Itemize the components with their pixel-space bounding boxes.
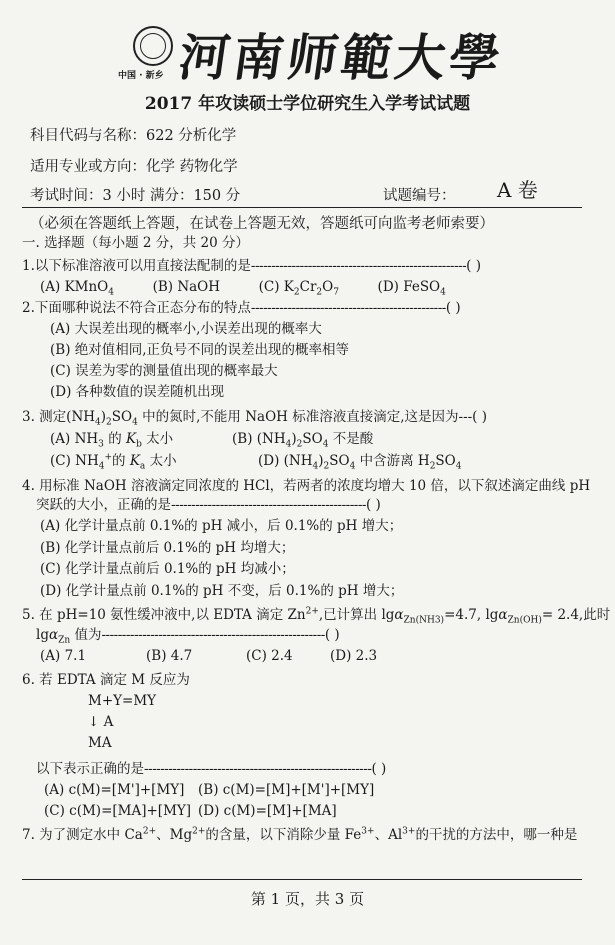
paper-label: 试题编号： [383,188,456,204]
q1-option-d: (D) FeSO$_4$ [377,279,446,298]
q3-option-a: (A) $NH_3$ 的 $K_b$ 太小 [50,431,174,450]
q1-options [40,279,446,298]
notice: （必须在答题纸上答题，在试卷上答题无效，答题纸可向监考老师索要） [30,216,494,232]
q4-option-b: (B) 化学计量点前后 0.1%的 pH 均增大； [40,540,295,556]
q2-option-d: (D) 各种数值的误差随机出现 [50,384,225,400]
major-line: 适用专业或方向：化学 药物化学 [30,159,238,175]
section-heading: 一. 选择题（每小题 2 分，共 20 分） [22,235,250,251]
q5-option-d: (D) 2.3 [330,648,378,664]
q3-option-d: (D) $(NH_4)_2SO_4$ 中含游离 $H_2SO_4$ [258,453,462,472]
q6-ask: 以下表示正确的是--------------------------------------------------------( ) [36,761,387,777]
q5-stem-line1: 5. 在 pH=10 氨性缓冲液中,以 EDTA 滴定 $Zn^{2+}$,已计算出 lgα$_{Zn(NH3)}$=4.7, lgα$_{Zn(OH)}$= 2.4,此时 [22,606,611,626]
q3-option-c: (C) $NH_4^+$的 $K_a$ 太小 [50,452,177,472]
q5-option-a: (A) 7.1 [40,648,87,664]
q4-stem-line1: 4. 用标准 NaOH 溶液滴定同浓度的 HCl，若两者的浓度均增大 10 倍，以下叙述滴定曲线 pH [22,478,591,494]
page-footer: 第 1 页，共 3 页 [250,890,365,908]
footer-rule [22,879,582,880]
subject-line: 科目代码与名称：622 分析化学 [30,128,237,144]
q6-equation: M+Y=MY [88,693,157,709]
q2-option-b: (B) 绝对值相同,正负号不同的误差出现的概率相等 [50,342,350,358]
q6-ma: MA [88,735,112,751]
q3-option-b: (B) $(NH_4)_2SO_4$ 不是酸 [232,431,374,450]
university-name-logo: 河南师範大學 [175,28,508,87]
q6-side-arrow: ↓ A [88,714,114,730]
q5-option-b: (B) 4.7 [146,648,193,664]
q2-option-c: (C) 误差为零的测量值出现的概率最大 [50,363,278,379]
q4-option-d: (D) 化学计量点前 0.1%的 pH 不变，后 0.1%的 pH 增大； [40,583,404,599]
logo-place: 中国 · 新乡 [118,71,164,81]
q6-stem: 6. 若 EDTA 滴定 M 反应为 [22,672,190,688]
q5-option-c: (C) 2.4 [246,648,293,664]
q5-stem-line2: lgα$_{Zn}$ 值为-------------------------------------------------------( ) [36,627,340,646]
q4-option-c: (C) 化学计量点前后 0.1%的 pH 均减小； [40,561,295,577]
q2-option-a: (A) 大误差出现的概率小,小误差出现的概率大 [50,321,322,337]
q1-option-a: (A) KMnO$_4$ [40,279,114,298]
header-rule [22,207,582,208]
q6-option-d: (D) c(M)=[M]+[MA] [198,803,337,819]
q2-stem: 2.下面哪种说法不符合正态分布的特点------------------------------------------------( ) [22,300,461,316]
q1-option-c: (C) $K_2Cr_2O_7$ [258,279,339,298]
q1-stem: 1.以下标准溶液可以用直接法配制的是-----------------------------------------------------( ) [22,258,481,274]
q6-option-b: (B) c(M)=[M]+[M']+[MY] [198,782,375,798]
exam-title: 2017 年攻读硕士学位研究生入学考试试题 [144,94,471,114]
q4-option-a: (A) 化学计量点前 0.1%的 pH 减小，后 0.1%的 pH 增大； [40,518,403,534]
university-seal-logo [133,26,173,66]
q1-option-b: (B) NaOH [152,279,221,295]
q6-option-a: (A) c(M)=[M']+[MY] [44,782,185,798]
q7-stem: 7. 为了测定水中 $Ca^{2+}$、$Mg^{2+}$的含量，以下消除少量 $Fe^{3+}$、$Al^{3+}$的干扰的方法中，哪一种是 [22,826,578,843]
paper-number: A 卷 [497,178,538,202]
q4-stem-line2: 突跃的大小，正确的是------------------------------------------------( ) [36,497,381,513]
q6-option-c: (C) c(M)=[MA]+[MY] [44,803,192,819]
q3-stem: 3. 测定$(NH_4)_2SO_4$ 中的氮时,不能用 NaOH 标准溶液直接滴定,这是因为---( ) [22,409,488,428]
time-line: 考试时间：3 小时 满分：150 分 [30,188,241,204]
